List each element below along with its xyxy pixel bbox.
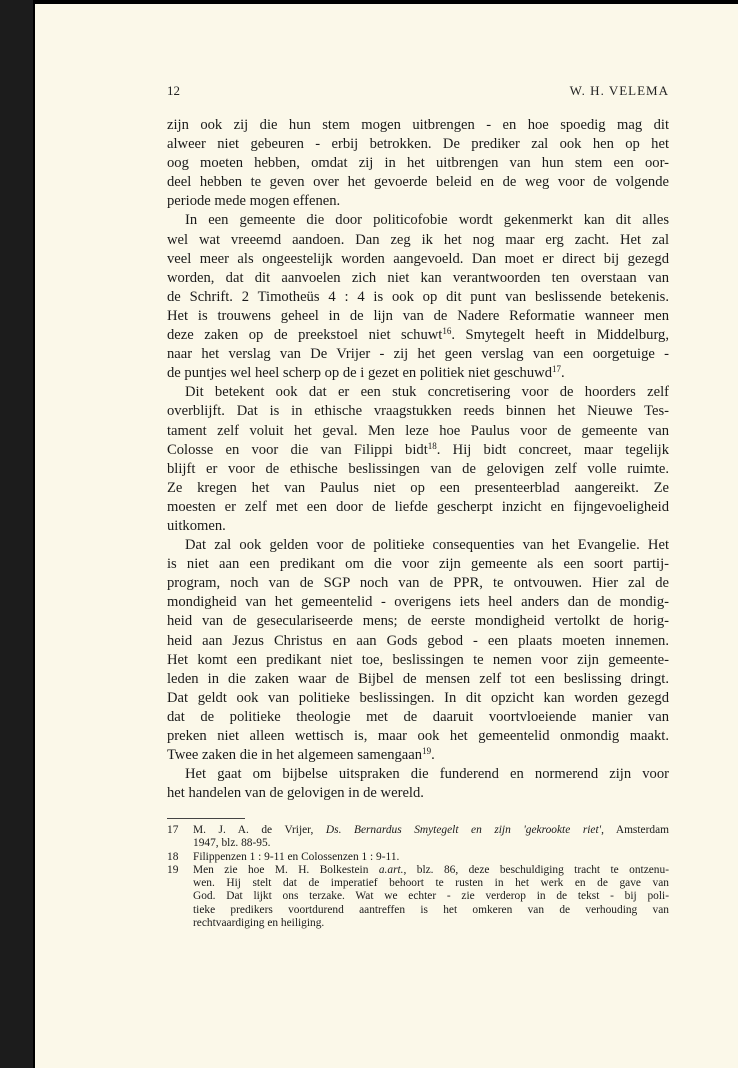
text-line: preken niet alleen wettisch is, maar ook het gemeentelid onmondig maakt. <box>167 728 669 744</box>
text-line: heid aan Jezus Christus en aan Gods gebod - een plaats moeten innemen. <box>167 632 669 649</box>
footnote-reference[interactable]: 17 <box>552 364 561 375</box>
paragraph <box>167 211 669 383</box>
text-line: deze zaken op de preekstoel niet schuwt$^{16}$. Smytegelt heeft in Middelburg, <box>167 326 669 344</box>
text-line: Dat zal ook gelden voor de politieke consequenties van het Evangelie. Het <box>185 537 669 554</box>
text-line: mondigheid van het gemeentelid - overigens iets heel anders dan de mondig- <box>167 594 669 611</box>
text-line: de puntjes wel heel scherp op de i gezet en politiek niet geschuwd$^{17}$. <box>167 364 565 382</box>
text-line: tament zelf voluit het geval. Men leze hoe Paulus voor de gemeente van <box>167 422 669 439</box>
text-line: alweer niet gebeuren - erbij betrokken. De prediker zal ook hen op het <box>167 136 669 153</box>
footnote-line: M. J. A. de Vrijer, Ds. Bernardus Smytegelt en zijn 'gekrookte riet', Amsterdam <box>193 824 669 836</box>
text-line: worden, dat dit aanvoelen zich niet kan verantwoorden ten overstaan van <box>167 269 669 286</box>
text-line: Dit betekent ook dat er een stuk concretisering voor de hoorders zelf <box>185 384 669 401</box>
text-line: overblijft. Dat is in ethische vraagstukken reeds binnen het Nieuwe Tes- <box>167 403 669 420</box>
text-line: In een gemeente die door politicofobie wordt gekenmerkt kan dit alles <box>185 212 669 229</box>
footnote-line: wen. Hij stelt dat de imperatief behoort te rusten in het werk en de gave van <box>193 877 669 890</box>
paragraph <box>167 116 669 211</box>
text-line: naar het verslag van De Vrijer - zij het geen verslag van een oorgetuige - <box>167 346 669 363</box>
text-line: uitkomen. <box>167 517 226 534</box>
footnote-reference[interactable]: 16 <box>442 326 452 337</box>
footnotes <box>167 824 669 930</box>
footnote-line: rechtvaardiging en heiliging. <box>193 917 325 930</box>
footnote-number: 17 <box>167 824 179 836</box>
text-line: periode mede mogen effenen. <box>167 193 341 210</box>
text-line: program, noch van de SGP noch van de PPR, te ontvouwen. Hier zal de <box>167 575 669 592</box>
footnote-reference[interactable]: 18 <box>427 440 437 451</box>
footnote-line: Men zie hoe M. H. Bolkestein a.art., blz. 86, deze beschuldiging tracht te ontzenu- <box>193 863 669 876</box>
text-line: heid van de geseculariseerde mens; de eerste mondigheid vertolkt de horig- <box>167 613 669 630</box>
text-line: de Schrift. 2 Timotheüs 4 : 4 is ook op dit punt van beslissende betekenis. <box>167 288 669 305</box>
footnote-line: Filippenzen 1 : 9-11 en Colossenzen 1 : 9-11. <box>193 850 400 863</box>
footnote-line: God. Dat lijkt ons terzake. Wat we echter - zie verderop in de tekst - bij poli- <box>193 890 669 903</box>
footnote-rule <box>167 818 245 819</box>
text-line: dat de politieke theologie met de daaruit voortvloeiende manier van <box>167 708 669 725</box>
text-line: het handelen van de gelovigen in de wereld. <box>167 785 424 802</box>
text-line: oog moeten hebben, omdat zij in het uitbrengen van hun stem een oor- <box>167 155 669 172</box>
body-text <box>167 116 669 803</box>
footnote-18 <box>167 851 669 864</box>
text-line: Twee zaken die in het algemeen samengaan$^{19}$. <box>167 746 435 764</box>
text-line: moesten er zelf met een door de liefde gescherpt inzicht en fijngevoeligheid <box>167 498 669 515</box>
text-line: Ze kregen het van Paulus niet op een presenteerblad aangereikt. Ze <box>167 479 669 496</box>
text-line: Dat geldt ook van politieke beslissingen. In dit opzicht kan worden gezegd <box>167 689 669 706</box>
text-line: veel meer als ongeestelijk worden aangevoeld. Dan moet er direct bij gezegd <box>167 250 669 267</box>
footnote-number: 18 <box>167 850 179 863</box>
text-line: Colosse en voor die van Filippi bidt$^{18}$. Hij bidt concreet, maar tegelijk <box>167 440 669 458</box>
text-line: deel hebben te geven over het gevoerde beleid en de weg voor de volgende <box>167 174 669 191</box>
footnote-19 <box>167 864 669 930</box>
text-line: blijft er voor de ethische beslissingen van de gelovigen zelf volle ruimte. <box>167 460 669 477</box>
paragraph <box>167 383 669 536</box>
text-line: Het gaat om bijbelse uitspraken die funderend en normerend zijn voor <box>185 766 669 783</box>
text-line: Het komt een predikant niet toe, beslissingen te nemen voor zijn gemeente- <box>167 651 669 668</box>
footnote-17 <box>167 824 669 851</box>
text-line: zijn ook zij die hun stem mogen uitbrengen - en hoe spoedig mag dit <box>167 117 669 133</box>
footnote-reference[interactable]: 19 <box>422 746 432 757</box>
text-line: Het is trouwens geheel in de lijn van de Nadere Reformatie wanneer men <box>167 307 669 324</box>
text-line: leden in die zaken waar de Bijbel de mensen zelf tot een beslissing dringt. <box>167 670 669 687</box>
text-line: wel wat vreeemd aandoen. Dan zeg ik het nog maar erg zacht. Het zal <box>167 231 669 248</box>
text-line: is niet aan een predikant om die voor zijn gemeente als een soort partij- <box>167 556 669 573</box>
footnote-number: 19 <box>167 863 179 876</box>
page-number: 12 <box>167 83 180 98</box>
document-page <box>33 0 738 1068</box>
footnote-line: tieke predikers voortdurend aantreffen is het omkeren van de verhouding van <box>193 903 669 916</box>
running-head-author: W. H. VELEMA <box>569 83 669 98</box>
footnote-line: 1947, blz. 88-95. <box>193 837 271 850</box>
paragraph <box>167 765 669 803</box>
paragraph <box>167 536 669 765</box>
